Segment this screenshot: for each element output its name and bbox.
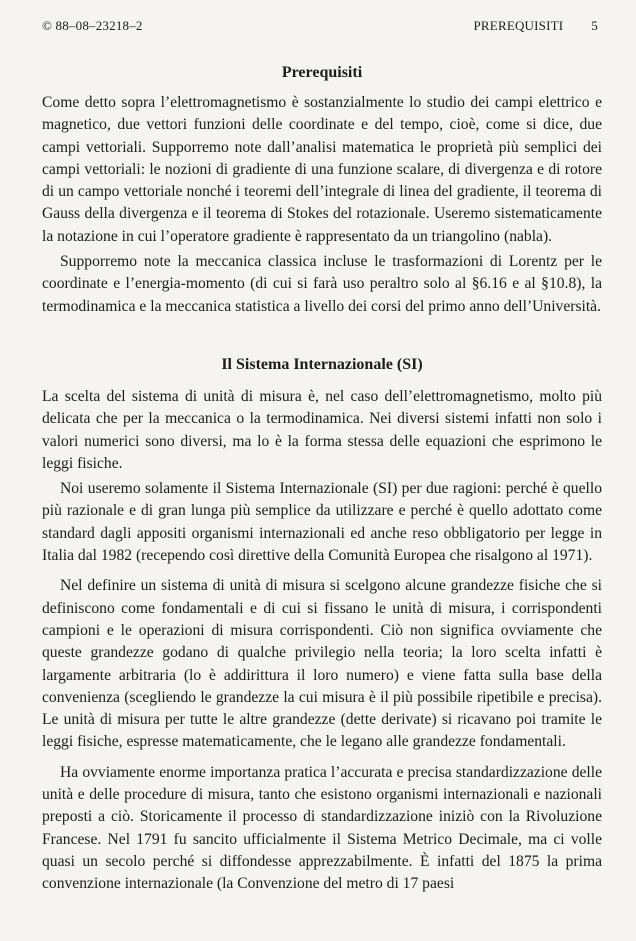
paragraph: Nel definire un sistema di unità di misura si scelgono alcune grandezze fisiche che si definiscono come fondamentali e di cui si fissano le unità di misura, i corrispondenti campioni e le operazioni di misura corrispondenti. Ciò non significa ovviamente che queste grandezze godano di qualche privilegio nella teoria; la loro scelta infatti è largamente arbitraria (lo è addirittura il loro numero) e viene fatta sulla base della convenienza (scegliendo le grandezze la cui misura è il più possibile ripetibile e precisa). Le unità di misura per tutte le altre grandezze (dette derivate) si ricavano poi tramite le leggi fisiche, espresse matematicamente, che le legano alle grandezze fondamentali.: [42, 577, 602, 751]
paragraph: Ha ovviamente enorme importanza pratica l’accurata e precisa standardizzazione delle unità e delle procedure di misura, tanto che esistono organismi internazionali e nazionali preposti a ciò. Storicamente il processo di standardizzazione iniziò con la Rivoluzione Francese. Nel 1791 fu sancito ufficialmente il Sistema Metrico Decimale, ma ci volle quasi un secolo perché si diffondesse apprezzabilmente. È infatti del 1875 la prima convenzione internazionale (la Convenzione del metro di 17 paesi: [42, 763, 602, 893]
paragraph: La scelta del sistema di unità di misura è, nel caso dell’elettromagnetismo, molto più delicata che per la meccanica o la termodinamica. Nei diversi sistemi infatti non solo i valori numerici sono diversi, ma lo è la forma stessa delle equazioni che esprimono le leggi fisiche.: [42, 387, 602, 472]
paragraph: Come detto sopra l’elettromagnetismo è sostanzialmente lo studio dei campi elettrico e magnetico, due vettori funzioni delle coordinate e del tempo, cioè, come si dice, due campi vettoriali. Supporremo note dall’analisi matematica le proprietà più semplici dei campi vettoriali: le nozioni di gradiente di una funzione scalare, di divergenza e di rotore di un campo vettoriale nonché i teoremi dell’integrale di linea del gradiente, il teorema di Gauss della divergenza e il teorema di Stokes del rotazionale. Useremo sistematicamente la notazione in cui l’operatore gradiente è rappresentato da un triangolino (nabla).: [42, 94, 602, 245]
paragraph: Noi useremo solamente il Sistema Internazionale (SI) per due ragioni: perché è quello più razionale e di gran lunga più semplice da utilizzare e perché è quello adottato come standard dagli appositi organismi internazionali ed anche reso obbligatorio per legge in Italia dal 1982 (recependo così direttive della Comunità Europea che risalgono al 1971).: [42, 480, 602, 565]
paragraph: Supporremo note la meccanica classica incluse le trasformazioni di Lorentz per le coordinate e l’energia-momento (di cui si farà uso peraltro solo al §6.16 e al §10.8), la termodinamica e la meccanica statistica a livello dei corsi del primo anno dell’Università.: [42, 253, 602, 315]
isbn: © 88–08–23218–2: [42, 18, 143, 33]
running-title: PREREQUISITI: [473, 18, 564, 33]
running-head: [42, 18, 598, 38]
section-title-sistema-internazionale: Il Sistema Internazionale (SI): [221, 355, 423, 373]
page-body: [42, 62, 602, 899]
page-number: 5: [591, 18, 598, 33]
running-head-right: [474, 18, 599, 34]
section-title-prerequisiti: Prerequisiti: [281, 64, 363, 81]
